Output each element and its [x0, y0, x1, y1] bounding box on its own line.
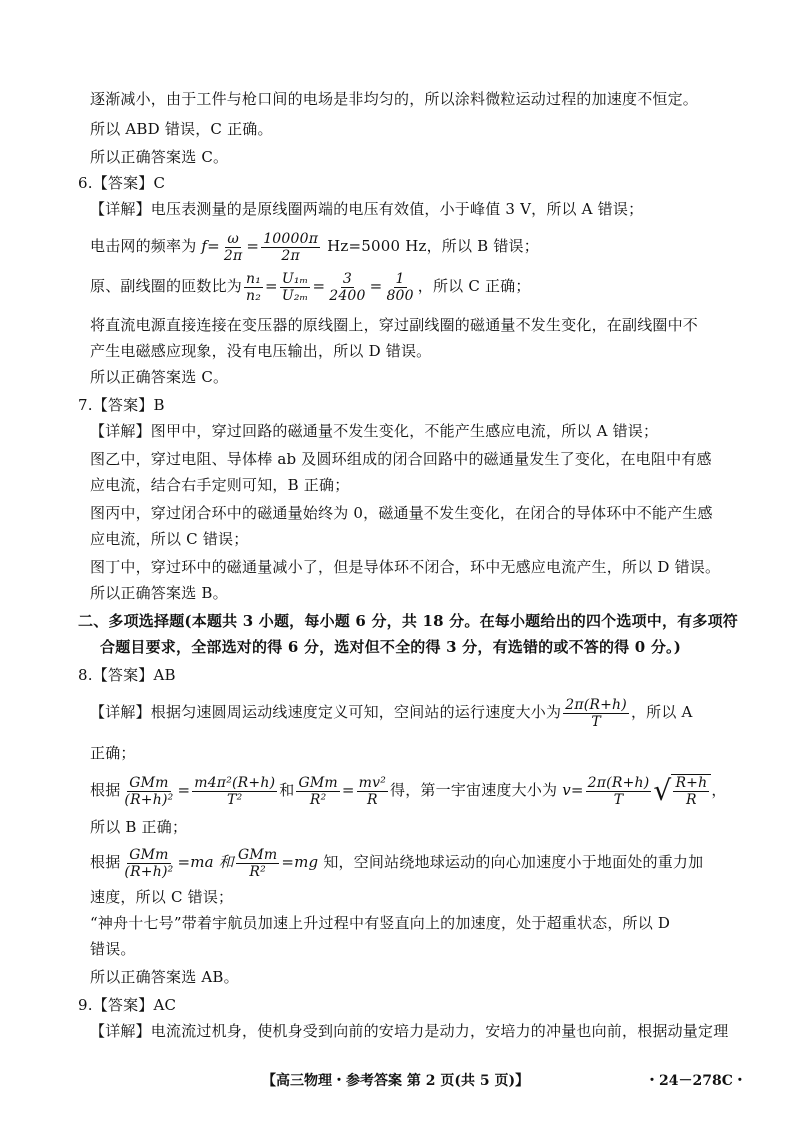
formula-line-acceleration: 根据 $\frac{\text{GMm}}{\text{(R+h)²}}$ =ma 和 $\frac{\text{GMm}}{\text{R²}}$ =mg 知，空间站绕地球运动的向心加速度小于地面处的重力加	[90, 846, 704, 880]
text-line: 逐渐减小，由于工件与枪口间的电场是非均匀的，所以涂料微粒运动过程的加速度不恒定。	[90, 90, 699, 108]
text-line: 应电流，所以 C 错误；	[90, 530, 249, 548]
section-heading: 二、多项选择题(本题共 3 小题，每小题 6 分，共 18 分。在每小题给出的四个选项中，有多项符	[78, 612, 738, 630]
text-line: 产生电磁感应现象，没有电压输出，所以 D 错误。	[90, 342, 432, 360]
formula-line-first-cosmic-velocity: 根据 $\frac{\text{GMm}}{\text{(R+h)²}}$ = $\frac{\text{m4π²(R+h)}}{\text{T²}}$ 和 $\frac{\text{GMm}}{\text{R²}}$ = $\frac{\text{mv²}}{R}$ 得，第一宇宙速度大小为 v= $\frac{2\pi(R+h)}{T}$ √ $\frac{R+h}{R}$ ，	[90, 774, 727, 808]
formula-line-speed: 【详解】根据匀速圆周运动线速度定义可知，空间站的运行速度大小为 $\frac{2\pi(R+h)}{T}$ ，所以 A	[90, 696, 693, 730]
fraction: $\frac{\text{mv²}}{R}$	[358, 774, 387, 808]
fraction: $\frac{\text{U₁ₘ}}{\text{U₂ₘ}}$	[281, 270, 309, 304]
text-line: 所以正确答案选 C。	[90, 368, 229, 386]
section-heading-cont: 合题目要求，全部选对的得 6 分，选对但不全的得 3 分，有选错的或不答的得 0 分。)	[100, 638, 682, 656]
text-line: 所以正确答案选 B。	[90, 584, 228, 602]
fraction: $\frac{\text{n₁}}{\text{n₂}}$	[246, 270, 262, 304]
fraction: $\frac{\text{GMm}}{\text{(R+h)²}}$	[124, 774, 174, 808]
text-line: 所以正确答案选 AB。	[90, 968, 239, 986]
text-line: 【详解】电压表测量的是原线圈两端的电压有效值，小于峰值 3 V，所以 A 错误；	[90, 200, 644, 218]
fraction: $\frac{2\pi(R+h)}{T}$	[565, 696, 627, 730]
text-line: 所以 ABD 错误，C 正确。	[90, 120, 273, 138]
text-line: 所以 B 正确；	[90, 818, 188, 836]
question-8-answer: 8.【答案】AB	[78, 666, 176, 684]
text-line: 将直流电源直接连接在变压器的原线圈上，穿过副线圈的磁通量不发生变化，在副线圈中不	[90, 316, 699, 334]
fraction: $\frac{\text{m4π²(R+h)}}{\text{T²}}$	[194, 774, 276, 808]
text-line: “神舟十七号”带着宇航员加速上升过程中有竖直向上的加速度，处于超重状态，所以 D	[90, 914, 671, 932]
fraction: $\frac{\omega}{2\pi}$	[223, 230, 243, 264]
formula-line-frequency: 电击网的频率为 f= $\frac{\omega}{2\pi}$ = $\frac{10000\pi}{2\pi}$ Hz=5000 Hz，所以 B 错误；	[90, 230, 539, 264]
fraction: $\frac{\text{GMm}}{\text{(R+h)²}}$	[124, 846, 174, 880]
fraction: $\frac{3}{2400}$	[329, 270, 366, 304]
text-line: 图丙中，穿过闭合环中的磁通量始终为 0，磁通量不发生变化，在闭合的导体环中不能产生感	[90, 504, 713, 522]
question-7-answer: 7.【答案】B	[78, 396, 165, 414]
square-root: √ $\frac{R+h}{R}$	[653, 774, 711, 808]
question-6-answer: 6.【答案】C	[78, 174, 166, 192]
fraction: $\frac{\text{GMm}}{\text{R²}}$	[237, 846, 278, 880]
page-footer: 【高三物理・参考答案 第 2 页(共 5 页)】	[262, 1073, 530, 1089]
fraction: $\frac{10000\pi}{2\pi}$	[263, 230, 319, 264]
text-line: 图丁中，穿过环中的磁通量减小了，但是导体环不闭合，环中无感应电流产生，所以 D 错误。	[90, 558, 721, 576]
fraction: $\frac{1}{800}$	[386, 270, 414, 304]
text-line: 图乙中，穿过电阻、导体棒 ab 及圆环组成的闭合回路中的磁通量发生了变化，在电阻中有感	[90, 450, 712, 468]
page-code: ・24－278C・	[645, 1073, 747, 1089]
text-line: 应电流，结合右手定则可知，B 正确；	[90, 476, 350, 494]
fraction: $\frac{\text{GMm}}{\text{R²}}$	[298, 774, 338, 808]
text-line: 正确；	[90, 744, 136, 762]
formula-line-turns-ratio: 原、副线圈的匝数比为 $\frac{\text{n₁}}{\text{n₂}}$ = $\frac{\text{U₁ₘ}}{\text{U₂ₘ}}$ = $\frac{3}{2400}$ = $\frac{1}{800}$ ，所以 C 正确；	[90, 270, 531, 304]
question-9-answer: 9.【答案】AC	[78, 996, 177, 1014]
text-line: 速度，所以 C 错误；	[90, 888, 234, 906]
text-line: 错误。	[90, 940, 136, 958]
text-line: 所以正确答案选 C。	[90, 148, 229, 166]
fraction: $\frac{2\pi(R+h)}{T}$	[587, 774, 650, 808]
text-line: 【详解】图甲中，穿过回路的磁通量不发生变化，不能产生感应电流，所以 A 错误；	[90, 422, 659, 440]
text-line: 【详解】电流流过机身，使机身受到向前的安培力是动力，安培力的冲量也向前，根据动量定理	[90, 1022, 729, 1040]
